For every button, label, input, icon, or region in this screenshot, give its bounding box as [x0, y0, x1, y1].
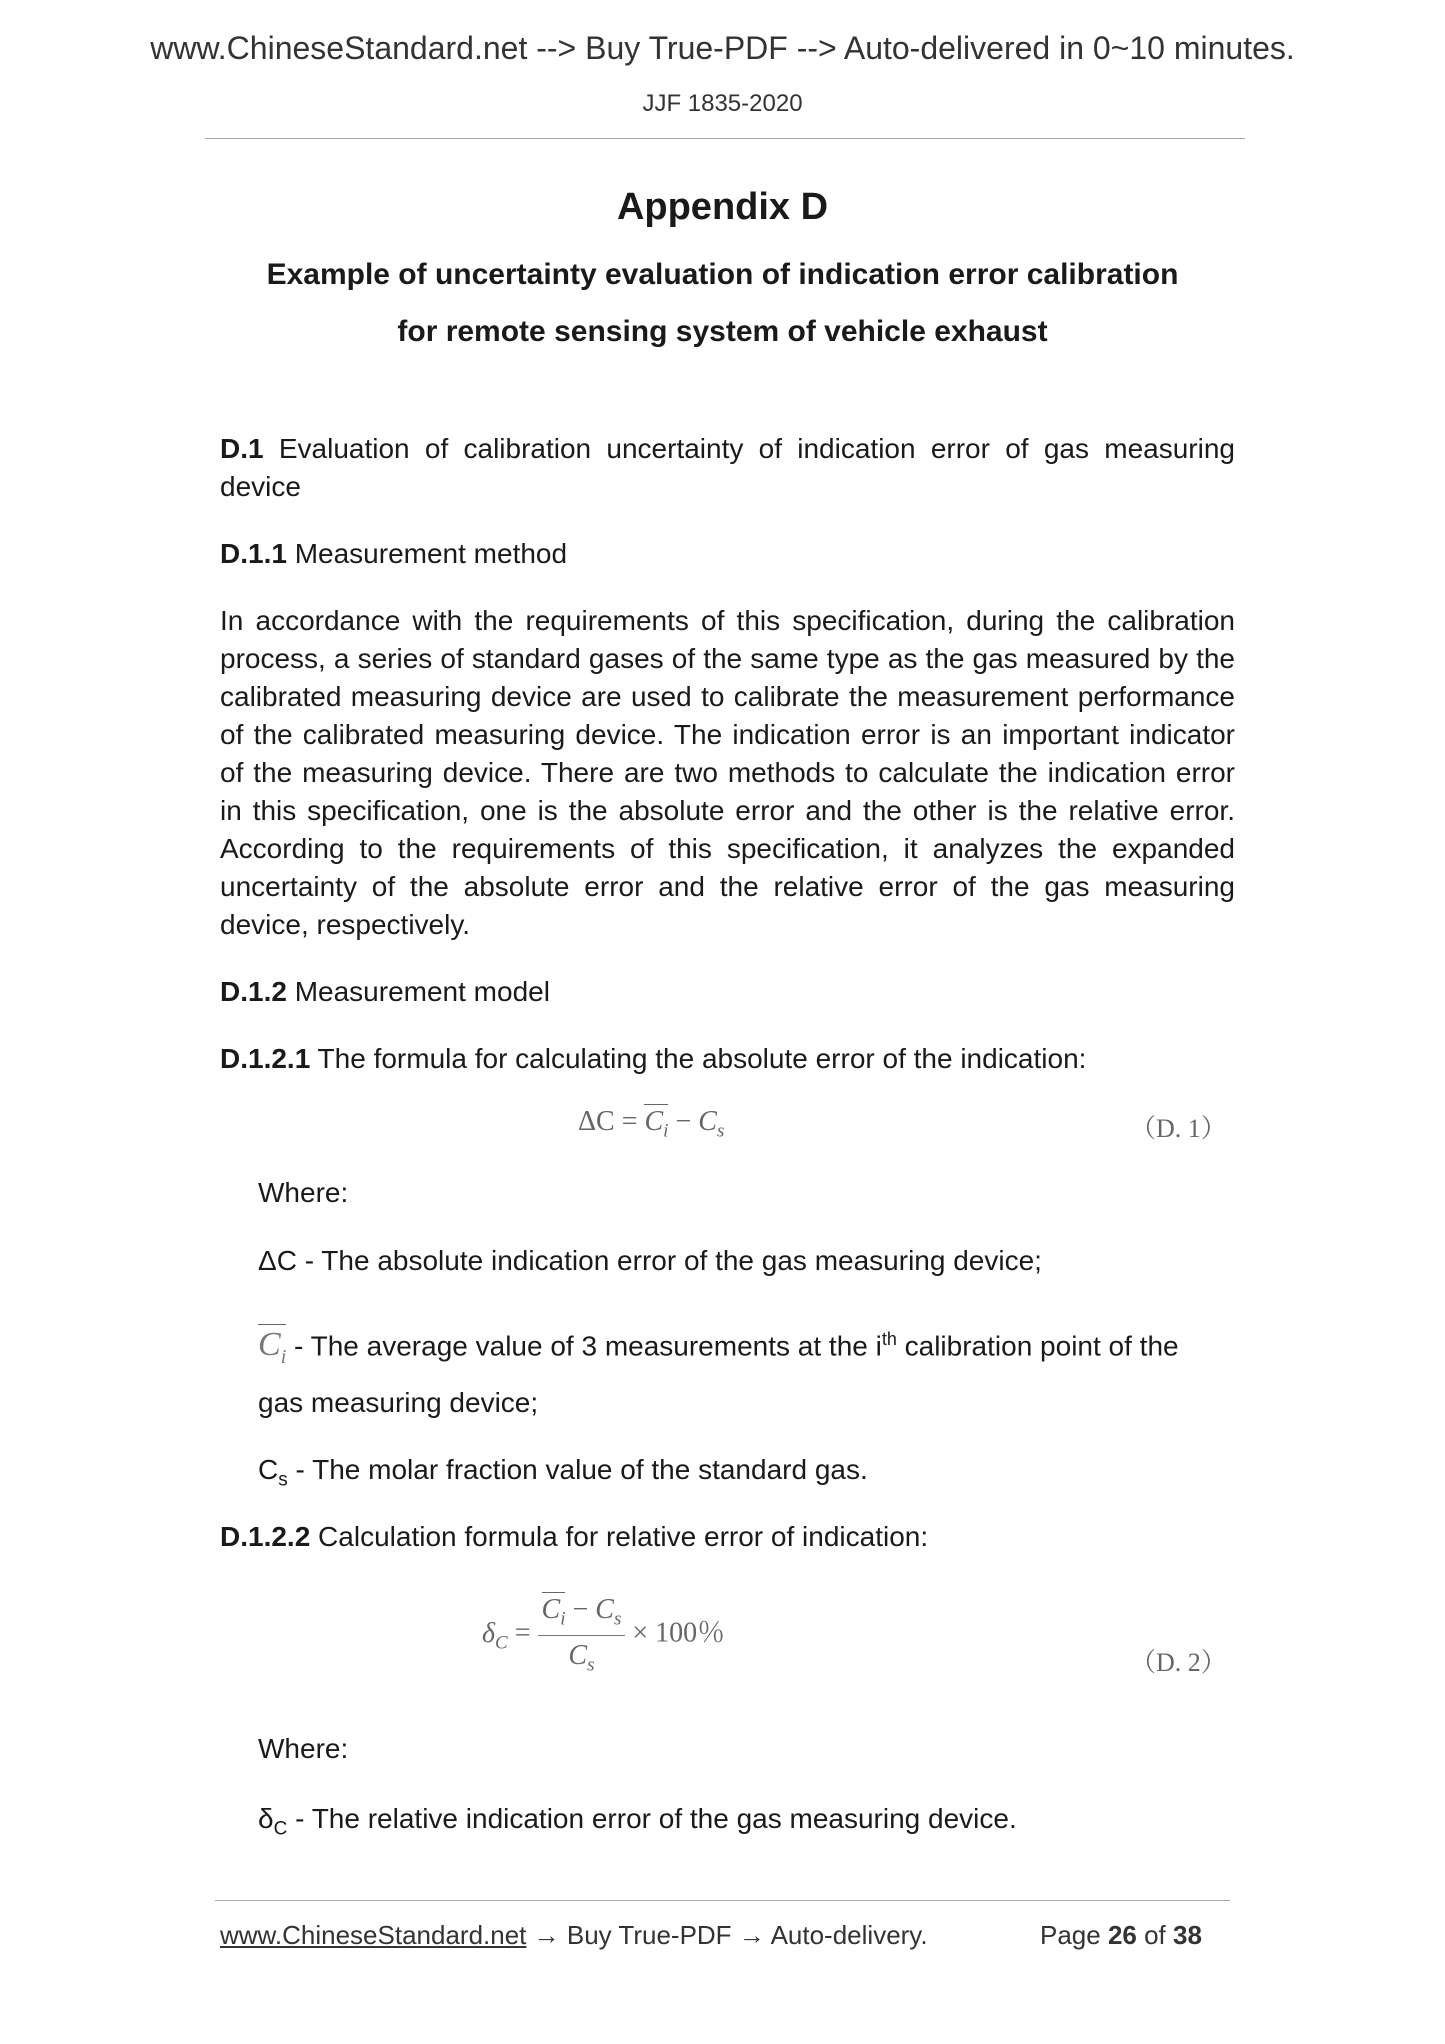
appendix-title: Appendix D [616, 186, 829, 228]
page-total: 38 [1173, 1920, 1202, 1950]
equation-d2 [482, 1594, 725, 1676]
section-number: D.1.1 [220, 538, 287, 569]
section-text: Evaluation of calibration uncertainty of indication error of gas measuring device [220, 433, 1235, 502]
eq-ci-mean: $C_i$ [644, 1106, 669, 1142]
eq-operator: = [514, 1617, 531, 1649]
footer-left [220, 1920, 928, 1951]
delta-c-relative-definition: $\delta_C$ - The relative indication error of the gas measuring device. [258, 1803, 1017, 1840]
header-divider [205, 138, 1245, 139]
eq-symbol: ΔC [578, 1106, 615, 1137]
section-number: D.1.2 [220, 976, 287, 1007]
footer-text: → Buy True-PDF → Auto-delivery. [526, 1920, 928, 1950]
header-banner: www.ChineseStandard.net --> Buy True-PDF --> Auto-delivered in 0~10 minutes. [150, 30, 1295, 66]
document-number: JJF 1835-2020 [642, 90, 803, 117]
ci-symbol: $C_i$ [258, 1326, 287, 1369]
eq-operator: − [675, 1106, 692, 1137]
where-label: Where: [258, 1177, 349, 1208]
appendix-subtitle-line2: for remote sensing system of vehicle exhaust [397, 315, 1048, 348]
section-number: D.1.2.1 [220, 1043, 311, 1074]
eq-fraction [538, 1594, 626, 1676]
eq-denominator: $C_s$ [568, 1639, 595, 1676]
equation-d1 [578, 1106, 724, 1143]
delta-c-definition: ΔC - The absolute indication error of the gas measuring device; [258, 1245, 1042, 1276]
section-text: Calculation formula for relative error of indication: [310, 1521, 929, 1552]
ci-definition: $C_i$ - The average value of 3 measurements at the $i^{th}$ calibration point of the [258, 1326, 1179, 1369]
section-d1-2-2 [220, 1518, 1235, 1556]
section-d1-1 [220, 535, 1235, 573]
footer-link[interactable]: www.ChineseStandard.net [220, 1920, 527, 1950]
cs-definition: $C_s$ - The molar fraction value of the standard gas. [258, 1454, 868, 1491]
footer-divider [215, 1900, 1230, 1901]
section-d1-2 [220, 973, 1235, 1011]
section-text: Measurement model [286, 976, 550, 1007]
measurement-method-paragraph: In accordance with the requirements of this specification, during the calibration process, a series of standard gases of the same type as the gas measured by the calibrated measuring device are used to calibrate the measurement performance of the calibrated measuring device. The indication error is an important indicator of the measuring device. There are two methods to calculate the indication error in this specification, one is the absolute error and the other is the relative error. According to the requirements of this specification, it analyzes the expanded uncertainty of the absolute error and the relative error of the gas measuring device, respectively. [220, 605, 1235, 940]
page-number: 26 [1107, 1920, 1137, 1950]
ci-definition-continued: gas measuring device; [258, 1387, 539, 1418]
appendix-subtitle-line1: Example of uncertainty evaluation of indication error calibration [266, 258, 1179, 291]
eq-operator: = [621, 1106, 638, 1137]
eq-delta: $\delta_C$ [482, 1617, 508, 1654]
equation-d2-label: （D. 2） [1130, 1648, 1227, 1677]
section-number: D.1 [220, 433, 264, 464]
section-text: Measurement method [286, 538, 568, 569]
footer-page-indicator: Page 26 of 38 [1040, 1920, 1202, 1950]
where-label: Where: [258, 1733, 349, 1764]
section-number: D.1.2.2 [220, 1521, 311, 1552]
section-text: The formula for calculating the absolute error of the indication: [310, 1043, 1087, 1074]
section-d1-2-1 [220, 1040, 1235, 1078]
section-d1 [220, 430, 1235, 506]
eq-multiplier: × 100％ [632, 1617, 726, 1649]
eq-cs: $C_s$ [698, 1106, 725, 1142]
equation-d1-label: （D. 1） [1130, 1114, 1227, 1143]
eq-numerator: $C_i - C_s$ [538, 1594, 626, 1636]
